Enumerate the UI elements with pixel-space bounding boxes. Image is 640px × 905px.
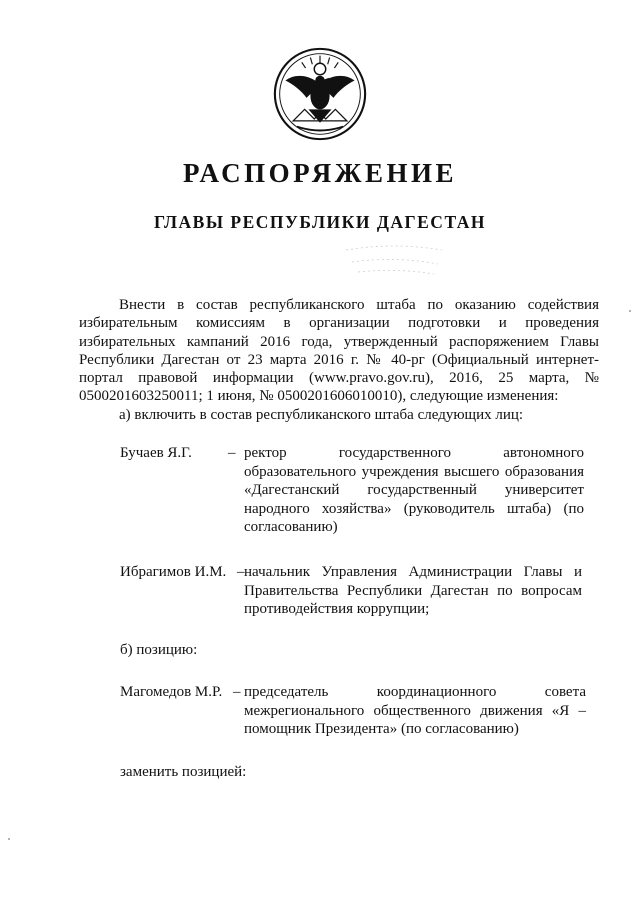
faint-stamp-mark [338,238,450,278]
scan-speck [629,310,631,312]
entry-description: ректор государственного автономного образовательного учреждения высшего образования «Дагестанский государственный университет народного хозяйства» (руководитель штаба) (по согласованию) [244,445,584,535]
entry-magomedov [120,683,590,743]
intro-paragraph: Внести в состав республиканского штаба по оказанию содействия избирательным комиссиям в организации подготовки и проведения избирательных кампаний 2016 года, утвержденный распоряжением Главы Республики Дагестан от 23 марта 2016 г. № 40-рг (Официальный интернет-портал правовой информации (www.pravo.gov.ru), 2016, 25 марта, № 0500201603250011; 1 июня, № 0500201606010010), следующие изменения: [79,297,599,405]
entry-buchaev [120,444,590,540]
entry-dash: – [237,564,245,580]
item-a: а) включить в состав республиканского штаба следующих лиц: [119,406,524,423]
entry-name: Магомедов М.Р. [120,684,223,700]
order-body [79,296,599,424]
entry-ibragimov [120,563,590,623]
entry-description: начальник Управления Администрации Главы и Правительства Республики Дагестан по вопросам противодействия коррупции; [244,564,582,617]
document-title: РАСПОРЯЖЕНИЕ [182,158,458,188]
scan-speck [8,838,10,840]
item-b: б) позицию: [120,642,198,658]
replace-label: заменить позицией: [120,764,247,780]
entry-description: председатель координационного совета межрегионального общественного движения «Я – помощник Президента» (по согласованию) [244,684,586,737]
entry-dash: – [228,445,236,461]
entry-name: Ибрагимов И.М. [120,564,227,580]
entry-name: Бучаев Я.Г. [120,445,192,461]
dagestan-coat-of-arms-icon [272,46,368,142]
document-subtitle: ГЛАВЫ РЕСПУБЛИКИ ДАГЕСТАН [154,212,486,232]
entry-dash: – [233,684,241,700]
